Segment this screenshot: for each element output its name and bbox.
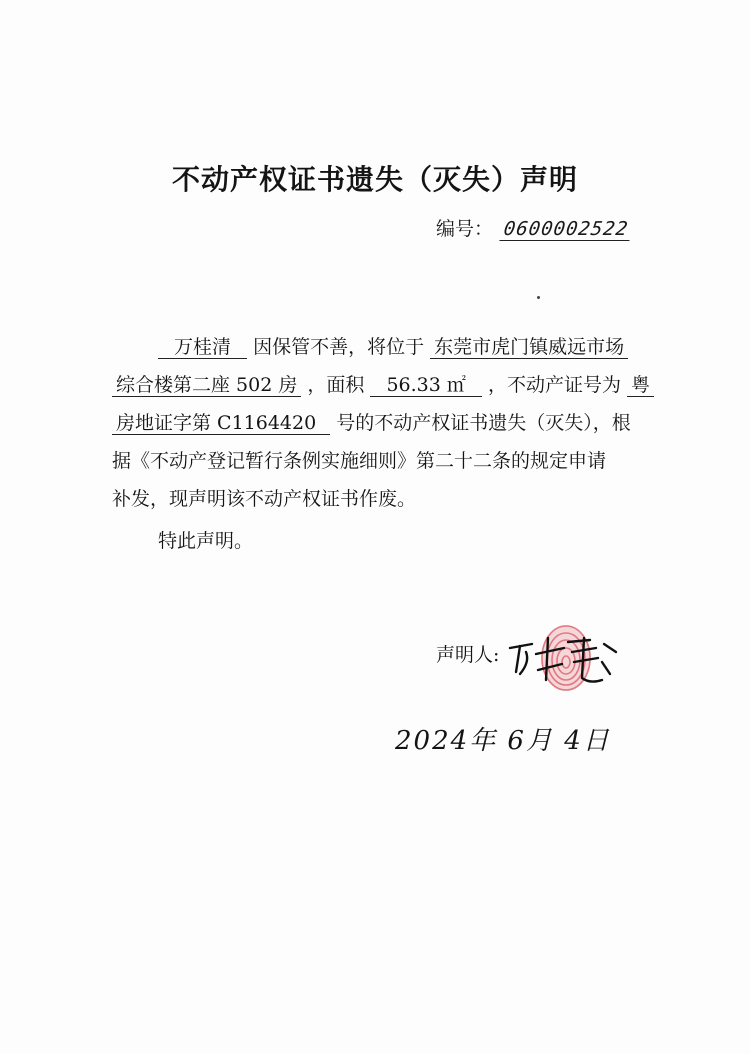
statement-text-2: ，面积 (307, 374, 365, 396)
statement-text-1: 因保管不善，将位于 (253, 336, 425, 358)
document-number (436, 214, 631, 241)
document-number-value: 0600002522 (499, 218, 632, 241)
statement-text-4: 号的不动产权证书遗失（灭失），根 (336, 412, 631, 434)
fingerprint-stamp (506, 618, 636, 698)
statement-line-3 (112, 404, 642, 442)
property-address-part1: 东莞市虎门镇威远市场 (430, 336, 628, 359)
statement-line-2 (112, 366, 651, 404)
signature-with-fingerprint (506, 618, 636, 698)
property-address-part2: 综合楼第二座 502 房 (112, 374, 301, 397)
owner-name: 万桂清 (158, 336, 247, 359)
certificate-number-part1: 粤 (627, 374, 654, 397)
property-area: 56.33 ㎡ (370, 374, 481, 397)
closing-text: 特此声明。 (158, 530, 254, 552)
signer-label: 声明人: (436, 644, 500, 666)
statement-line-5: 补发，现声明该不动产权证书作废。 (112, 488, 417, 510)
handwritten-date (395, 712, 635, 764)
statement-line-4: 据《不动产登记暂行条例实施细则》第二十二条的规定申请 (112, 450, 607, 472)
statement-body (112, 328, 651, 518)
page-title: 不动产权证书遗失（灭失）声明 (171, 163, 578, 196)
date-text: 2024年 6月 4日 (395, 726, 611, 756)
certificate-number-part2: 房地证字第 C1164420 (112, 412, 330, 435)
statement-line-1 (112, 328, 642, 366)
statement-text-3: ，不动产证号为 (487, 374, 621, 396)
ink-speck (537, 296, 540, 299)
document-number-label: 编号： (436, 218, 494, 240)
